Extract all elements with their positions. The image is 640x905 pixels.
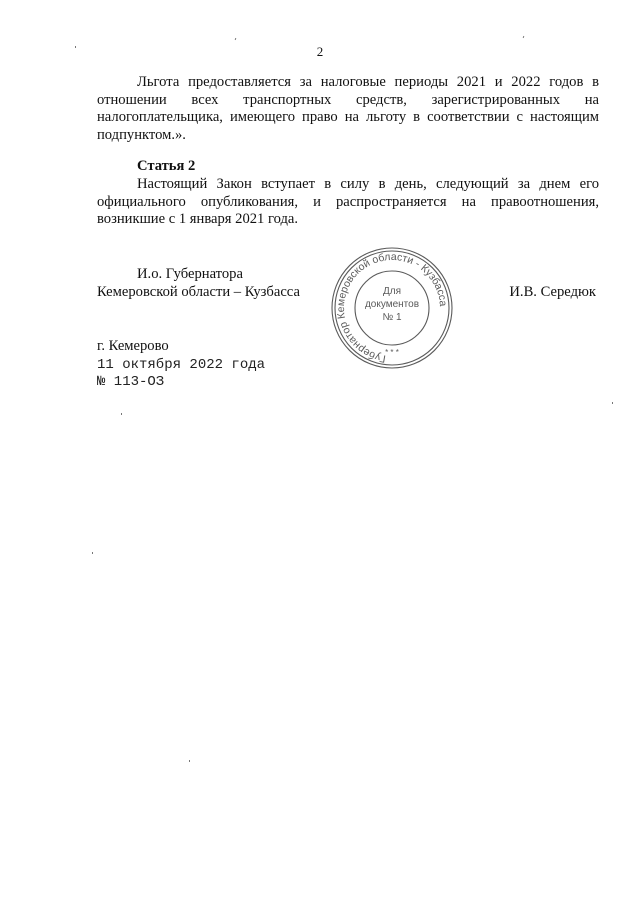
seal-center-line-1: Для (382, 286, 402, 297)
city-line: г. Кемерово (97, 338, 169, 354)
scan-speck (612, 402, 613, 404)
scan-speck (121, 413, 122, 415)
seal-center-line-3: № 1 (382, 312, 402, 323)
page-number: 2 (316, 44, 324, 59)
benefit-paragraph-text: Льгота предоставляется за налоговые периоды 2021 и 2022 годов в отношении всех транспортных средств, зарегистрированных на налогоплательщика, имеющего право на льготу в соответствии с настоящим подпунктом.». (97, 74, 599, 143)
article-title: Статья 2 (137, 158, 196, 174)
signatory-title: И.о. Губернатора (137, 266, 243, 282)
scan-speck (235, 38, 237, 40)
scan-speck (523, 36, 525, 38)
scan-speck (75, 46, 76, 48)
signatory-name: И.В. Середюк (509, 284, 596, 300)
seal-graphic (326, 244, 458, 372)
effective-date-paragraph (97, 176, 599, 229)
effective-date-paragraph-text: Настоящий Закон вступает в силу в день, следующий за днем его официального опубликования, и распространяется на правоотношения, возникшие с 1 января 2021 года. (97, 176, 599, 227)
seal-center-line-2: документов (364, 299, 420, 310)
seal-ring-textpath: Губернатор Кемеровской области - Кузбасса (334, 250, 450, 365)
seal-stars: * * * (385, 348, 399, 357)
law-number: № 113-ОЗ (97, 374, 165, 390)
scan-speck (189, 760, 190, 762)
signatory-region: Кемеровской области – Кузбасса (97, 284, 300, 300)
official-seal (326, 244, 458, 372)
benefit-paragraph (97, 74, 599, 144)
scan-speck (92, 552, 93, 554)
law-date: 11 октября 2022 года (97, 357, 266, 373)
